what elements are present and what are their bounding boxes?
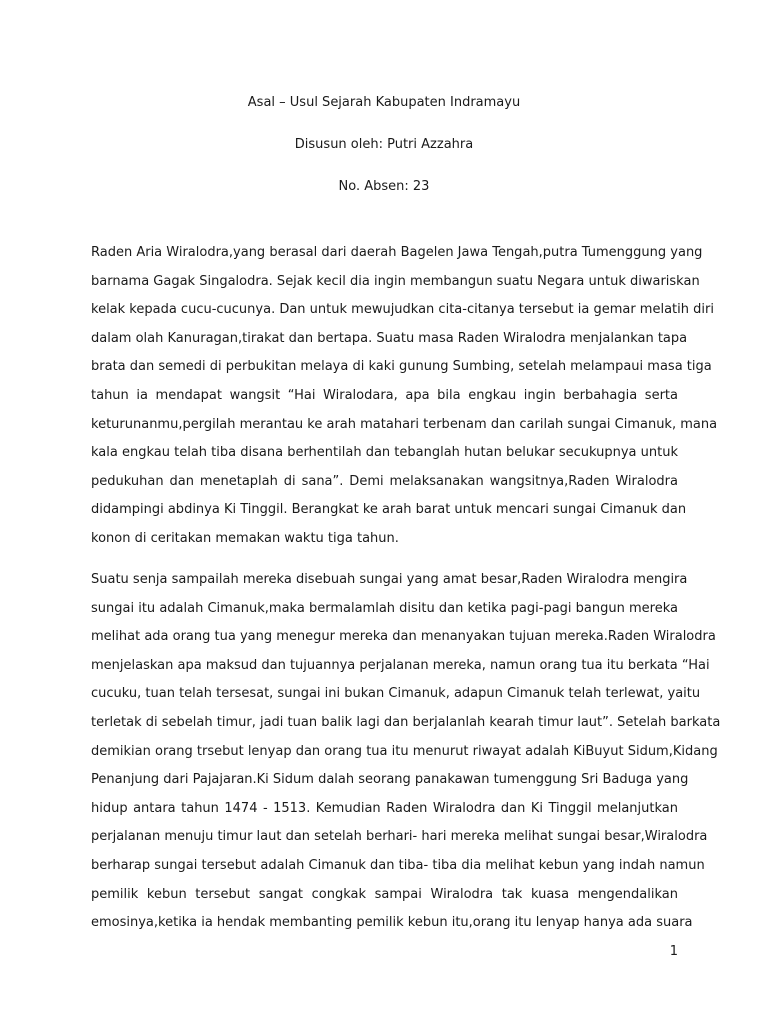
author-line: Disusun oleh: Putri Azzahra bbox=[294, 137, 474, 152]
text-line: Penanjung dari Pajajaran.Ki Sidum dalah seorang panakawan tumenggung Sri Baduga yang bbox=[91, 772, 689, 788]
text-line: barnama Gagak Singalodra. Sejak kecil dia ingin membangun suatu Negara untuk diwariskan bbox=[91, 273, 700, 289]
text-line: perjalanan menuju timur laut dan setelah berhari- hari mereka melihat sungai besar,Wiralodra bbox=[91, 829, 708, 845]
text-line: kelak kepada cucu-cucunya. Dan untuk mewujudkan cita-citanya tersebut ia gemar melatih diri bbox=[91, 302, 714, 318]
text-line: demikian orang trsebut lenyap dan orang tua itu menurut riwayat adalah KiBuyut Sidum,Kidang bbox=[91, 743, 718, 759]
text-line: menjelaskan apa maksud dan tujuannya perjalanan mereka, namun orang tua itu berkata “Hai bbox=[91, 657, 710, 673]
document-title: Asal – Usul Sejarah Kabupaten Indramayu bbox=[247, 95, 521, 110]
text-line: konon di ceritakan memakan waktu tiga tahun. bbox=[91, 530, 399, 546]
text-line: brata dan semedi di perbukitan melaya di kaki gunung Sumbing, setelah melampaui masa tiga bbox=[91, 359, 712, 375]
text-line: pemilik kebun tersebut sangat congkak sampai Wiralodra tak kuasa mengendalikan bbox=[91, 886, 678, 902]
text-line: didampingi abdinya Ki Tinggil. Berangkat ke arah barat untuk mencari sungai Cimanuk dan bbox=[91, 502, 687, 518]
text-line: melihat ada orang tua yang menegur mereka dan menanyakan tujuan mereka.Raden Wiralodra bbox=[91, 629, 716, 645]
text-line: pedukuhan dan menetaplah di sana”. Demi melaksanakan wangsitnya,Raden Wiralodra bbox=[91, 473, 678, 489]
text-line: dalam olah Kanuragan,tirakat dan bertapa. Suatu masa Raden Wiralodra menjalankan tapa bbox=[91, 330, 688, 346]
paragraph-2 bbox=[91, 566, 721, 938]
text-line: Raden Aria Wiralodra,yang berasal dari daerah Bagelen Jawa Tengah,putra Tumenggung yang bbox=[91, 245, 703, 260]
text-line: Suatu senja sampailah mereka disebuah sungai yang amat besar,Raden Wiralodra mengira bbox=[91, 572, 688, 587]
text-line: berharap sungai tersebut adalah Cimanuk dan tiba- tiba dia melihat kebun yang indah namun bbox=[91, 857, 705, 873]
text-line: sungai itu adalah Cimanuk,maka bermalamlah disitu dan ketika pagi-pagi bangun mereka bbox=[91, 600, 678, 616]
page-number: 1 bbox=[669, 944, 678, 959]
text-line: cucuku, tuan telah tersesat, sungai ini bukan Cimanuk, adapun Cimanuk telah terlewat, yaitu bbox=[91, 686, 701, 702]
text-line: emosinya,ketika ia hendak membanting pemilik kebun itu,orang itu lenyap hanya ada suara bbox=[91, 915, 693, 931]
paragraph-1 bbox=[91, 239, 718, 554]
text-line: keturunanmu,pergilah merantau ke arah matahari terbenam dan carilah sungai Cimanuk, mana bbox=[91, 416, 718, 432]
text-line: hidup antara tahun 1474 - 1513. Kemudian Raden Wiralodra dan Ki Tinggil melanjutkan bbox=[91, 800, 678, 816]
text-line: terletak di sebelah timur, jadi tuan balik lagi dan berjalanlah kearah timur laut”. Setelah barkata bbox=[91, 714, 721, 730]
absen-line: No. Absen: 23 bbox=[338, 179, 430, 194]
text-line: tahun ia mendapat wangsit “Hai Wiralodara, apa bila engkau ingin berbahagia serta bbox=[91, 387, 678, 403]
text-line: kala engkau telah tiba disana berhentilah dan tebanglah hutan belukar secukupnya untuk bbox=[91, 445, 678, 461]
